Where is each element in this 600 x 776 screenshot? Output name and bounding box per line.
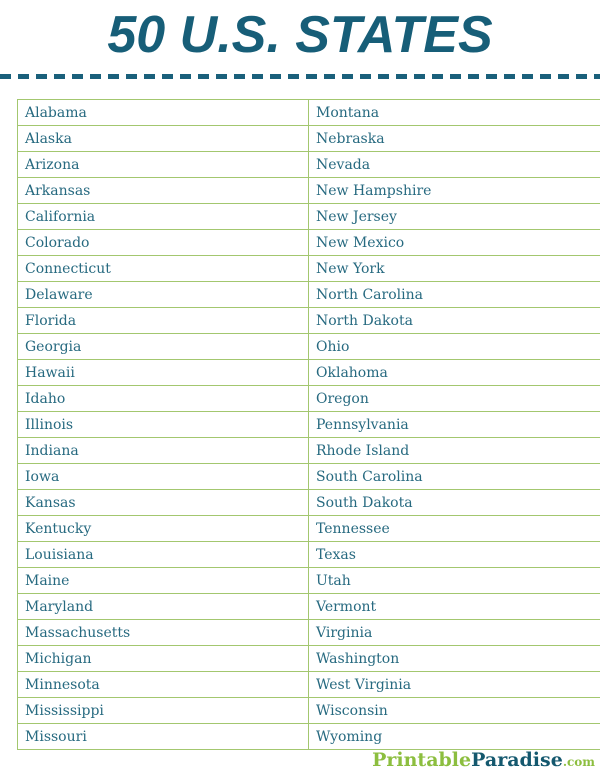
state-cell: Tennessee [309, 516, 600, 542]
state-cell: Maryland [18, 594, 309, 620]
table-row [18, 282, 600, 308]
table-row [18, 230, 600, 256]
state-cell: Idaho [18, 386, 309, 412]
state-cell: Montana [309, 100, 600, 126]
state-cell: Arizona [18, 152, 309, 178]
state-cell: Vermont [309, 594, 600, 620]
state-cell: Mississippi [18, 698, 309, 724]
state-cell: Washington [309, 646, 600, 672]
state-cell: Utah [309, 568, 600, 594]
states-table [17, 99, 600, 750]
table-row [18, 256, 600, 282]
table-row [18, 724, 600, 750]
state-cell: Texas [309, 542, 600, 568]
state-cell: Florida [18, 308, 309, 334]
page-title: 50 U.S. STATES [107, 6, 493, 64]
table-row [18, 100, 600, 126]
state-cell: Indiana [18, 438, 309, 464]
table-row [18, 646, 600, 672]
state-cell: Minnesota [18, 672, 309, 698]
state-cell: Iowa [18, 464, 309, 490]
state-cell: Alaska [18, 126, 309, 152]
table-row [18, 490, 600, 516]
table-row [18, 178, 600, 204]
state-cell: Virginia [309, 620, 600, 646]
state-cell: Maine [18, 568, 309, 594]
state-cell: California [18, 204, 309, 230]
state-cell: Arkansas [18, 178, 309, 204]
state-cell: New York [309, 256, 600, 282]
state-cell: Alabama [18, 100, 309, 126]
table-row [18, 672, 600, 698]
state-cell: Nebraska [309, 126, 600, 152]
table-row [18, 412, 600, 438]
state-cell: Rhode Island [309, 438, 600, 464]
logo-paradise-text: Paradise [471, 749, 563, 771]
state-cell: Colorado [18, 230, 309, 256]
logo-printable-text: Printable [372, 749, 472, 771]
state-cell: West Virginia [309, 672, 600, 698]
state-cell: Illinois [18, 412, 309, 438]
footer-logo [372, 748, 595, 774]
state-cell: Ohio [309, 334, 600, 360]
table-row [18, 308, 600, 334]
state-cell: North Carolina [309, 282, 600, 308]
table-row [18, 386, 600, 412]
state-cell: Georgia [18, 334, 309, 360]
state-cell: Hawaii [18, 360, 309, 386]
logo-com-suffix: .com [562, 755, 595, 769]
state-cell: Kentucky [18, 516, 309, 542]
state-cell: Pennsylvania [309, 412, 600, 438]
table-row [18, 360, 600, 386]
state-cell: Louisiana [18, 542, 309, 568]
table-row [18, 204, 600, 230]
state-cell: South Carolina [309, 464, 600, 490]
state-cell: New Hampshire [309, 178, 600, 204]
table-row [18, 620, 600, 646]
state-cell: Massachusetts [18, 620, 309, 646]
dashed-divider [0, 74, 600, 79]
table-row [18, 152, 600, 178]
state-cell: Oklahoma [309, 360, 600, 386]
table-row [18, 698, 600, 724]
state-cell: North Dakota [309, 308, 600, 334]
table-row [18, 594, 600, 620]
table-row [18, 464, 600, 490]
state-cell: Kansas [18, 490, 309, 516]
table-row [18, 542, 600, 568]
state-cell: Connecticut [18, 256, 309, 282]
state-cell: South Dakota [309, 490, 600, 516]
table-row [18, 516, 600, 542]
state-cell: Delaware [18, 282, 309, 308]
state-cell: Oregon [309, 386, 600, 412]
state-cell: New Jersey [309, 204, 600, 230]
state-cell: Wisconsin [309, 698, 600, 724]
state-cell: New Mexico [309, 230, 600, 256]
state-cell: Nevada [309, 152, 600, 178]
state-cell: Wyoming [309, 724, 600, 750]
state-cell: Michigan [18, 646, 309, 672]
state-cell: Missouri [18, 724, 309, 750]
table-row [18, 126, 600, 152]
table-row [18, 334, 600, 360]
table-row [18, 438, 600, 464]
states-table-body [18, 100, 600, 750]
table-row [18, 568, 600, 594]
